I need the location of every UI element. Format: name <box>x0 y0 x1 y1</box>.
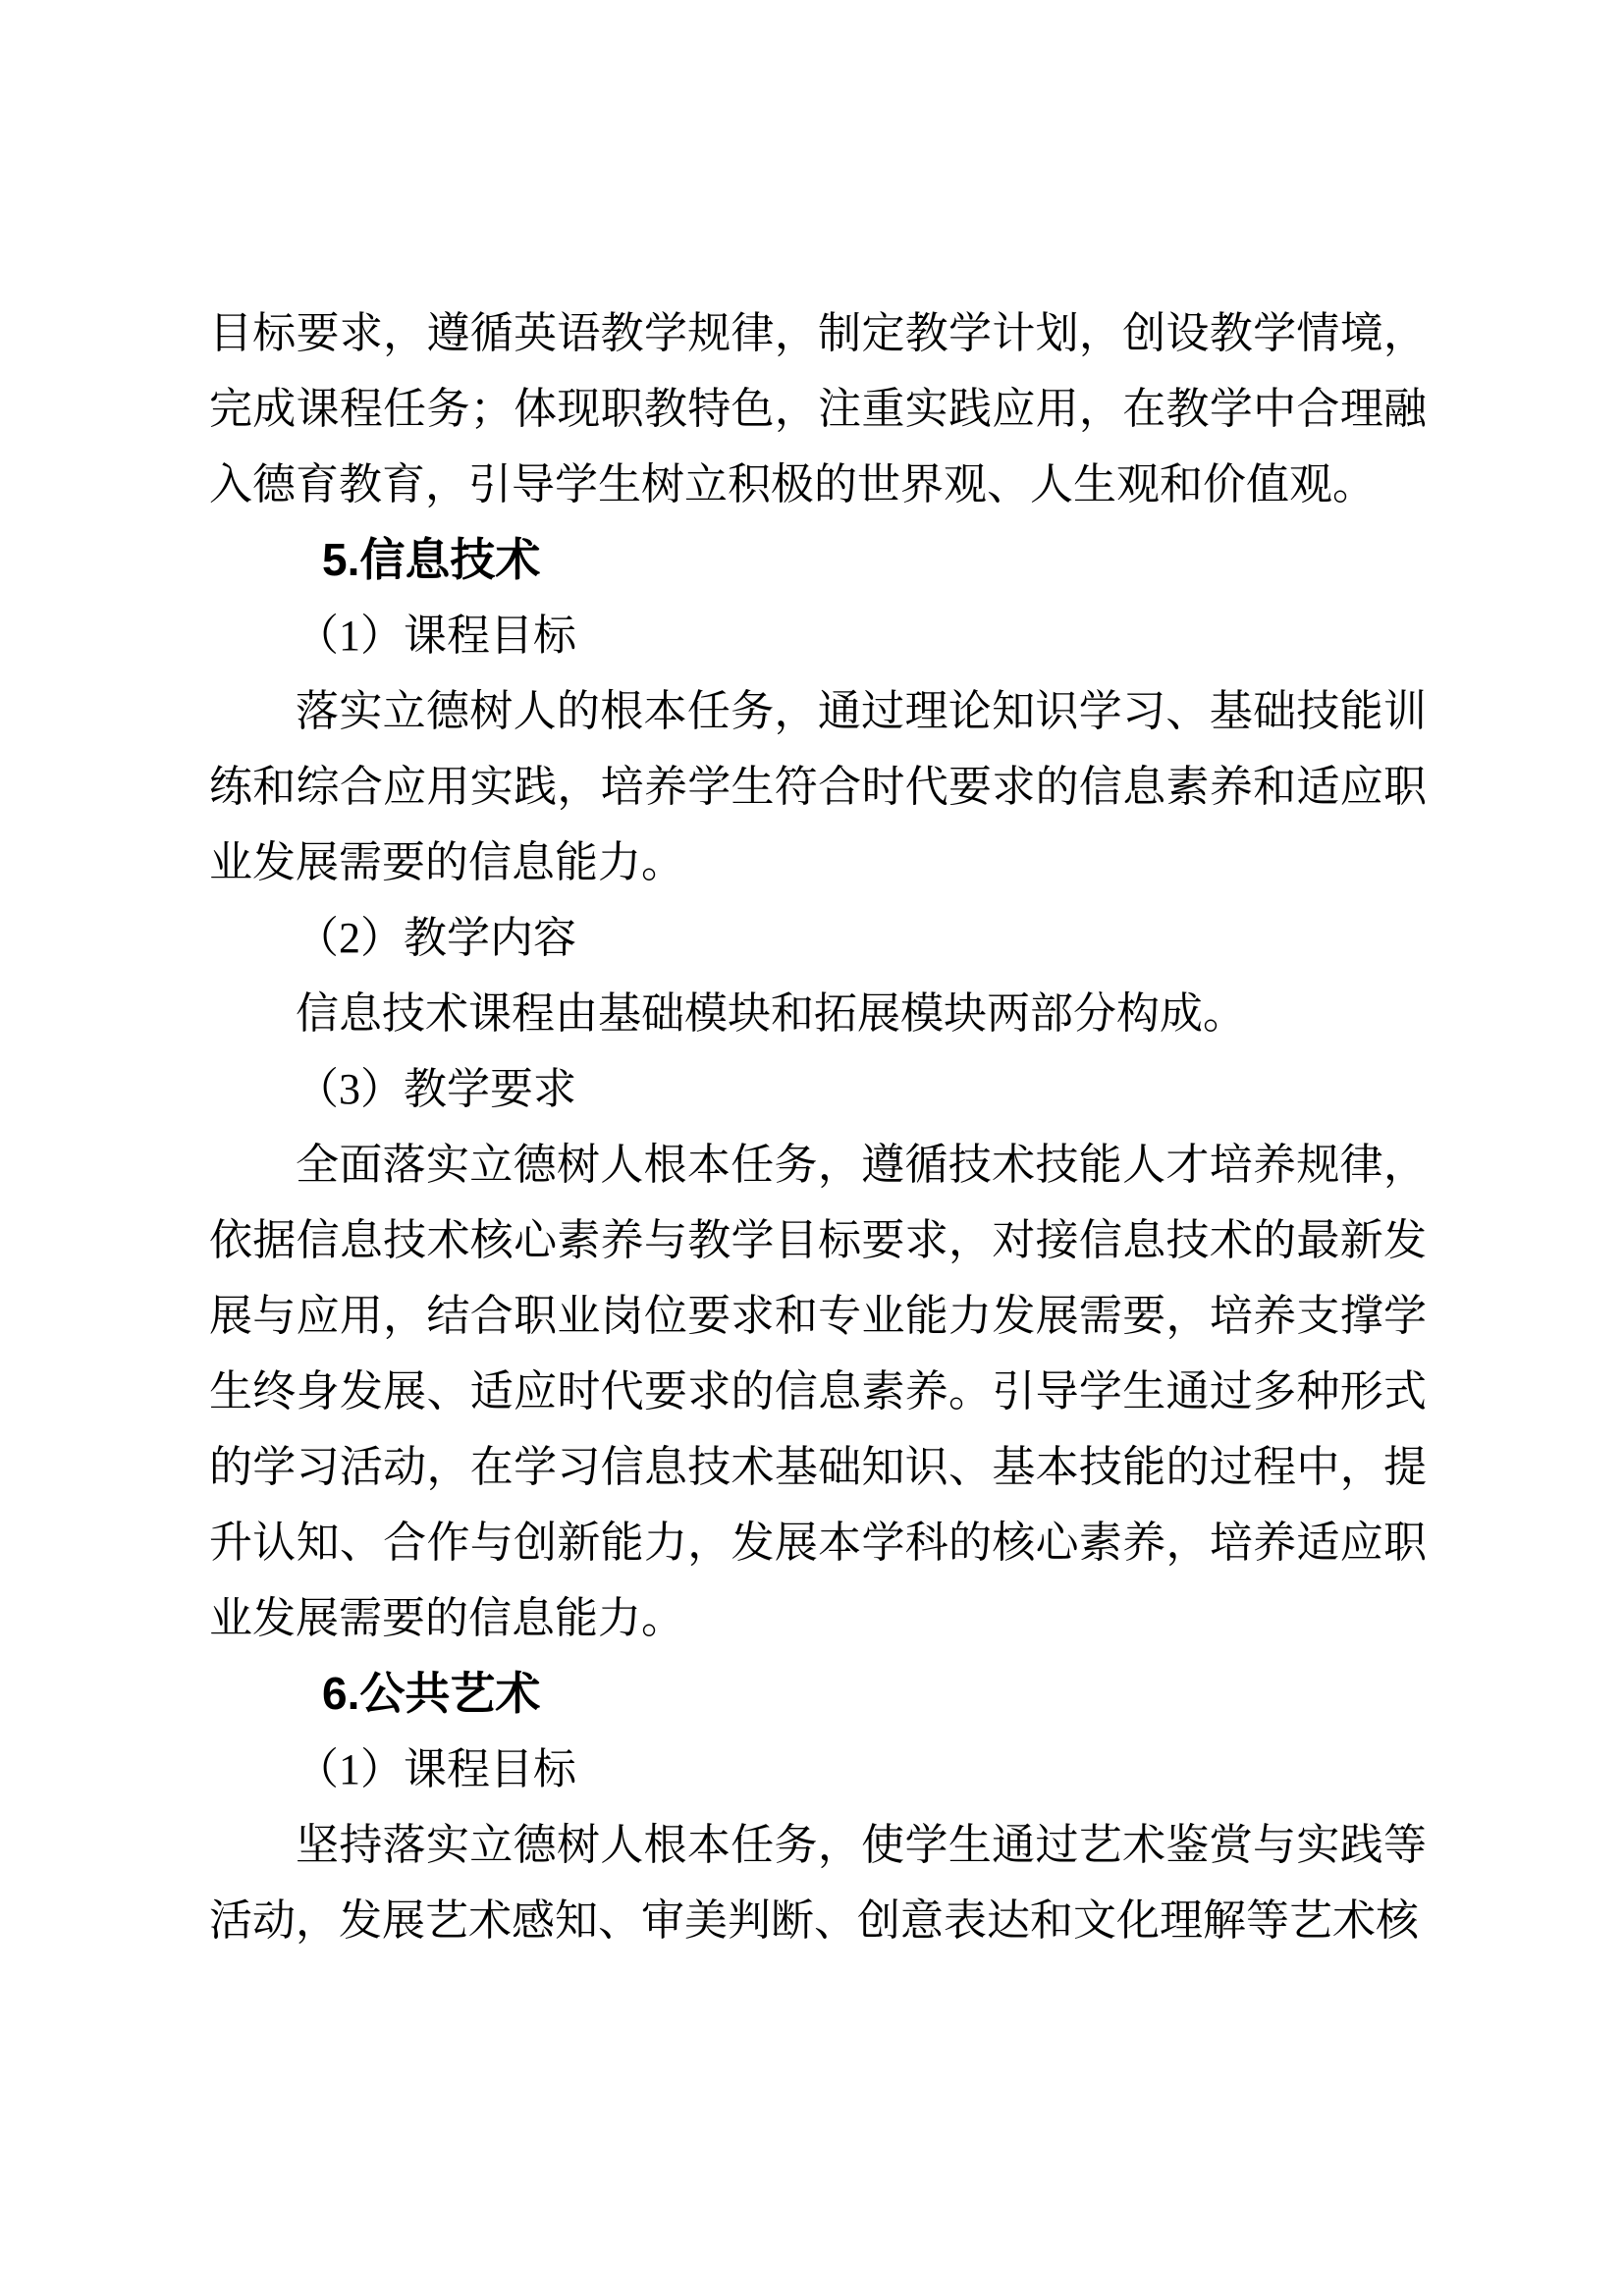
subheading-it-teaching-content: （2）教学内容 <box>296 914 576 962</box>
subheading-it-course-objectives: （1）课程目标 <box>296 612 576 660</box>
subheading-it-teaching-requirements: （3）教学要求 <box>296 1065 576 1113</box>
paragraph-it-course-objectives: 落实立德树人的根本任务，通过理论知识学习、基础技能训练和综合应用实践，培养学生符合时代要求的信息素养和适应职业发展需要的信息能力。 <box>209 687 1427 886</box>
heading-5-information-technology: 5.信息技术 <box>322 534 541 585</box>
subheading-art-course-objectives: （1）课程目标 <box>296 1745 576 1793</box>
document-content <box>209 295 1427 1958</box>
paragraph-art-course-objectives: 坚持落实立德树人根本任务，使学生通过艺术鉴赏与实践等活动，发展艺术感知、审美判断、创意表达和文化理解等艺术核 <box>209 1821 1427 1945</box>
paragraph-it-teaching-requirements: 全面落实立德树人根本任务，遵循技术技能人才培养规律，依据信息技术核心素养与教学目标要求，对接信息技术的最新发展与应用，结合职业岗位要求和专业能力发展需要，培养支撑学生终身发展、适应时代要求的信息素养。引导学生通过多种形式的学习活动，在学习信息技术基础知识、基本技能的过程中，提升认知、合作与创新能力，发展本学科的核心素养，培养适应职业发展需要的信息能力。 <box>209 1141 1427 1642</box>
paragraph-it-teaching-content: 信息技术课程由基础模块和拓展模块两部分构成。 <box>296 989 1246 1038</box>
heading-6-public-art: 6.公共艺术 <box>322 1668 541 1719</box>
paragraph-english-teaching-continuation: 目标要求，遵循英语教学规律，制定教学计划，创设教学情境，完成课程任务；体现职教特色，注重实践应用，在教学中合理融入德育教育，引导学生树立积极的世界观、人生观和价值观。 <box>209 309 1427 508</box>
